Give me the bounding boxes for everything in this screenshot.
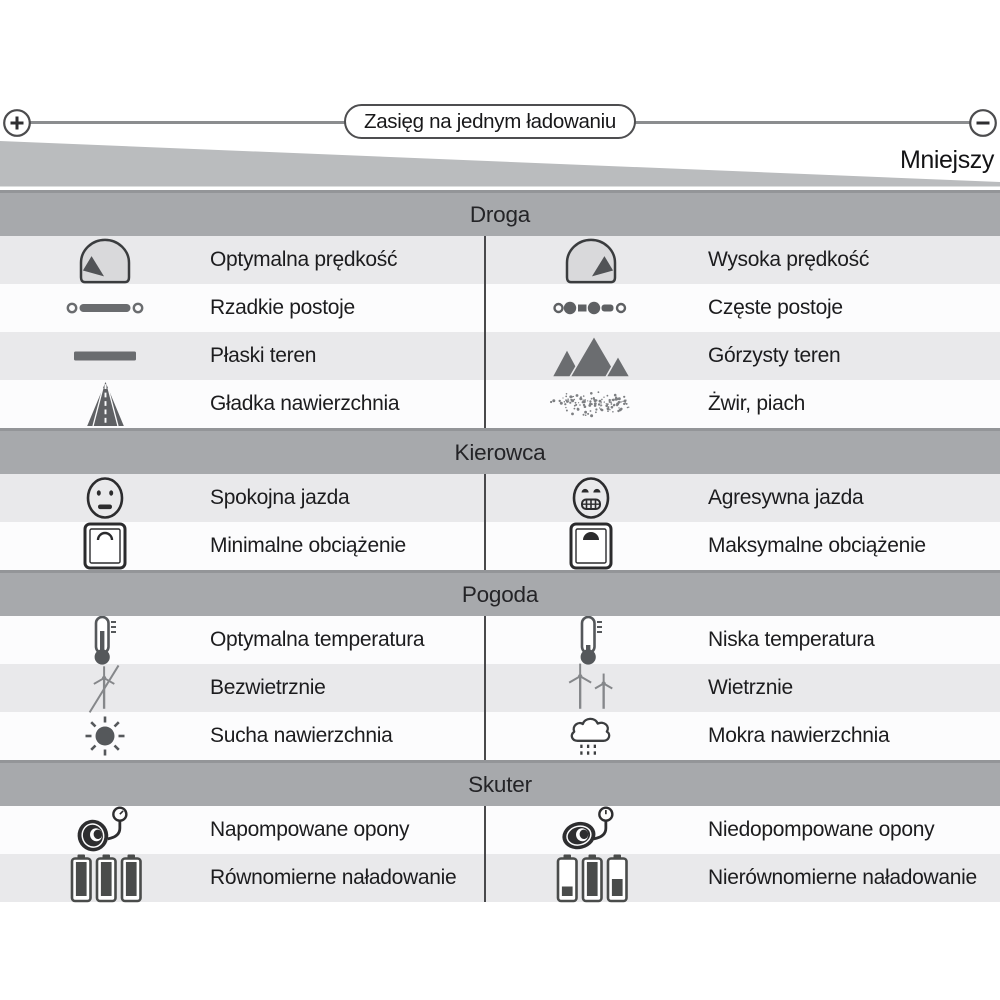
left-cell	[0, 806, 484, 854]
row-label: Częste postoje	[708, 296, 843, 319]
left-cell	[0, 664, 484, 712]
row-label: Niedopompowane opony	[708, 818, 935, 841]
right-cell	[486, 236, 1000, 284]
right-cell	[486, 616, 1000, 664]
row-label: Gładka nawierzchnia	[210, 392, 400, 415]
tire-inflated-icon	[30, 804, 180, 856]
flat-terrain-icon	[30, 350, 180, 362]
left-cell	[0, 474, 484, 522]
road-many-stops-icon	[516, 297, 666, 319]
section-header-kierowca	[0, 428, 1000, 474]
left-cell	[0, 380, 484, 428]
left-cell	[0, 616, 484, 664]
scale-max-icon	[516, 522, 666, 570]
table-row	[0, 284, 1000, 332]
plus-icon	[2, 108, 32, 138]
gravel-icon	[516, 389, 666, 419]
range-wedge	[0, 139, 1000, 188]
row-label: Żwir, piach	[708, 392, 806, 415]
row-label: Wysoka prędkość	[708, 248, 870, 271]
section-title: Kierowca	[454, 439, 546, 465]
row-label: Agresywna jazda	[708, 486, 864, 509]
table-row	[0, 854, 1000, 902]
row-label: Rzadkie postoje	[210, 296, 355, 319]
right-cell	[486, 806, 1000, 854]
row-label: Sucha nawierzchnia	[210, 724, 393, 747]
batteries-uneven-icon	[516, 854, 666, 902]
table-row	[0, 332, 1000, 380]
table-row	[0, 712, 1000, 760]
right-cell	[486, 854, 1000, 902]
row-label: Optymalna temperatura	[210, 628, 425, 651]
section-header-pogoda	[0, 570, 1000, 616]
table-row	[0, 806, 1000, 854]
batteries-even-icon	[30, 854, 180, 902]
right-cell	[486, 474, 1000, 522]
row-label: Bezwietrznie	[210, 676, 326, 699]
right-cell	[486, 284, 1000, 332]
mountains-icon	[516, 334, 666, 378]
row-label: Nierównomierne naładowanie	[708, 866, 977, 889]
thermometer-optimal-icon	[30, 614, 180, 666]
right-cell	[486, 664, 1000, 712]
smooth-road-icon	[30, 382, 180, 426]
table-row	[0, 236, 1000, 284]
road-few-stops-icon	[30, 298, 180, 318]
range-label-smaller: Mniejszy	[899, 146, 994, 174]
table-row	[0, 522, 1000, 570]
right-cell	[486, 522, 1000, 570]
table-row	[0, 380, 1000, 428]
minus-icon	[968, 108, 998, 138]
speedometer-high-icon	[516, 236, 666, 284]
scale-min-icon	[30, 522, 180, 570]
row-label: Napompowane opony	[210, 818, 410, 841]
row-label: Wietrznie	[708, 676, 793, 699]
row-label: Maksymalne obciążenie	[708, 534, 926, 557]
thermometer-low-icon	[516, 614, 666, 666]
row-label: Minimalne obciążenie	[210, 534, 406, 557]
no-wind-icon	[30, 660, 180, 716]
right-cell	[486, 712, 1000, 760]
row-label: Spokojna jazda	[210, 486, 350, 509]
section-title: Skuter	[468, 771, 532, 797]
section-header-skuter	[0, 760, 1000, 806]
row-label: Optymalna prędkość	[210, 248, 398, 271]
wind-icon	[516, 660, 666, 716]
row-label: Górzysty teren	[708, 344, 841, 367]
table-row	[0, 474, 1000, 522]
chart-title-pill	[344, 104, 636, 139]
row-label: Niska temperatura	[708, 628, 875, 651]
row-label: Mokra nawierzchnia	[708, 724, 890, 747]
speedometer-low-icon	[30, 236, 180, 284]
row-label: Płaski teren	[210, 344, 317, 367]
left-cell	[0, 522, 484, 570]
left-cell	[0, 712, 484, 760]
rain-cloud-icon	[516, 713, 666, 759]
chart-title: Zasięg na jednym ładowaniu	[363, 109, 617, 133]
left-cell	[0, 332, 484, 380]
sun-icon	[30, 713, 180, 759]
row-label: Równomierne naładowanie	[210, 866, 457, 889]
factors-table	[0, 190, 1000, 902]
right-cell	[486, 380, 1000, 428]
table-row	[0, 664, 1000, 712]
section-title: Pogoda	[461, 581, 539, 607]
tire-deflated-icon	[516, 804, 666, 856]
table-row	[0, 616, 1000, 664]
section-header-droga	[0, 190, 1000, 236]
calm-face-icon	[30, 476, 180, 520]
left-cell	[0, 284, 484, 332]
left-cell	[0, 236, 484, 284]
left-cell	[0, 854, 484, 902]
right-cell	[486, 332, 1000, 380]
section-title: Droga	[469, 201, 531, 227]
aggressive-face-icon	[516, 476, 666, 520]
